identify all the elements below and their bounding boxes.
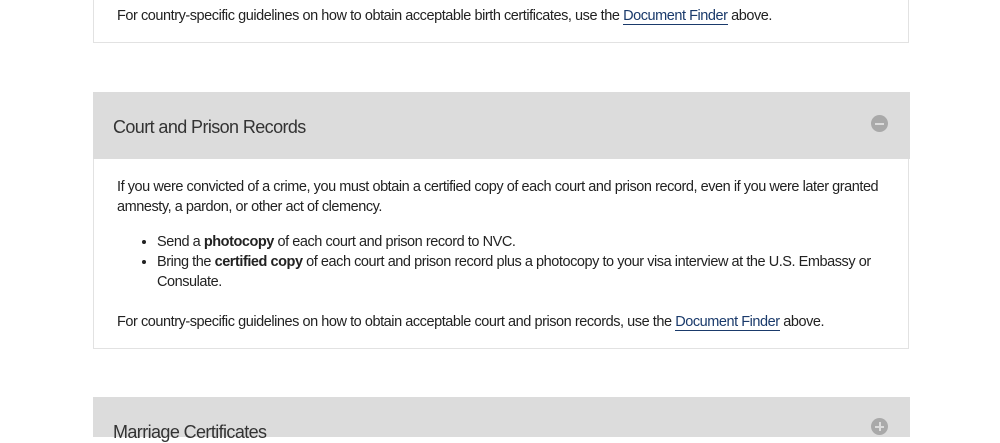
footer-text: above.	[727, 8, 772, 24]
footer-text: above.	[779, 314, 825, 330]
list-item: • Bring the certified copy of each court and prison record plus a photocopy to your visa interview at the U.S. Embassy or Consulate.	[157, 252, 897, 292]
footer-text: For country-specific guidelines on how to obtain acceptable birth certificates, use the	[117, 8, 624, 24]
footer-text: For country-specific guidelines on how to obtain acceptable court and prison records, use the	[117, 314, 676, 330]
birth-certificates-panel-body	[93, 0, 909, 43]
document-finder-link[interactable]: Document Finder	[675, 314, 780, 330]
instruction-list	[117, 232, 897, 292]
marriage-certificates-header[interactable]	[93, 397, 910, 442]
minus-circle-icon[interactable]	[871, 115, 888, 132]
birth-footer-text	[117, 6, 772, 26]
document-finder-link[interactable]: Document Finder	[623, 8, 728, 24]
plus-circle-icon[interactable]	[871, 418, 888, 435]
court-prison-records-header[interactable]	[93, 92, 910, 159]
section-title: Court and Prison Records	[113, 117, 306, 137]
intro-text: If you were convicted of a crime, you must obtain a certified copy of each court and prison record, even if you were later granted amnesty, a pardon, or other act of clemency.	[117, 179, 879, 215]
section-title: Marriage Certificates	[113, 422, 267, 442]
list-item: • Send a photocopy of each court and prison record to NVC.	[157, 232, 897, 252]
court-prison-records-body	[93, 159, 909, 349]
court-footer-text	[117, 312, 824, 332]
